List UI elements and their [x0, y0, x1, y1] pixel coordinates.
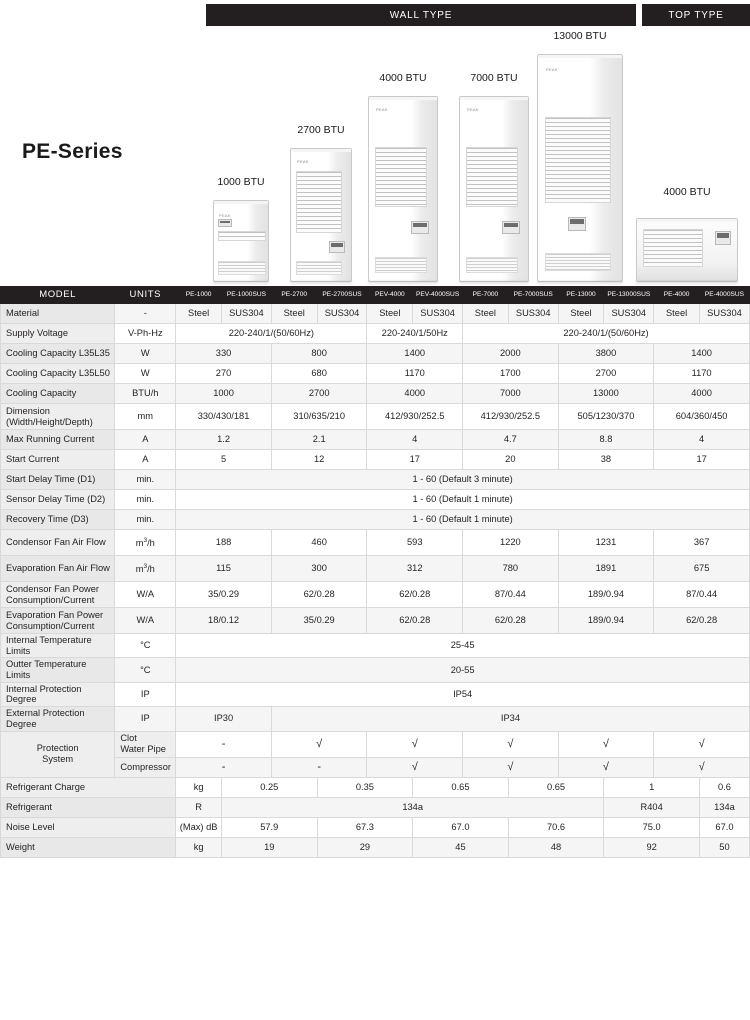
row-label: Outter Temperature Limits	[1, 658, 115, 682]
row-max-running-current	[1, 430, 750, 450]
row-unit: BTU/h	[115, 384, 176, 404]
row-label: Internal Protection Degree	[1, 682, 115, 706]
cell: √	[654, 757, 750, 777]
cell: √	[654, 731, 750, 757]
cell: 0.35	[317, 777, 413, 797]
cell: 189/0.94	[558, 608, 654, 634]
cell: 19	[221, 837, 317, 857]
base-shadow	[636, 281, 738, 284]
cell: 70.6	[508, 817, 604, 837]
row-unit: IP	[115, 707, 176, 731]
brand-logo: PEAK	[297, 159, 309, 164]
louver-grille	[545, 117, 611, 203]
unit-exponent: 3	[143, 562, 148, 570]
product-4000btu-wall	[361, 72, 445, 282]
row-unit: W/A	[115, 608, 176, 634]
cell-group-3: 220-240/1/(50/60Hz)	[463, 324, 750, 344]
row-unit: min.	[115, 510, 176, 530]
row-start-delay	[1, 470, 750, 490]
cell: 1400	[654, 344, 750, 364]
header-model-6: PE-7000	[463, 287, 509, 304]
cell: 134a	[699, 797, 749, 817]
cell: 87/0.44	[654, 582, 750, 608]
row-label: Sensor Delay Time (D2)	[1, 490, 115, 510]
row-label: Cooling Capacity	[1, 384, 115, 404]
cell: 312	[367, 556, 463, 582]
cell: 1 - 60 (Default 1 minute)	[176, 490, 750, 510]
protection-subrow-clot	[115, 731, 176, 757]
cell: Steel	[654, 304, 700, 324]
cell: 12	[271, 450, 367, 470]
louver-grille	[375, 147, 427, 207]
cell: 62/0.28	[463, 608, 559, 634]
display-screen	[504, 223, 518, 227]
brand-logo: PEAK	[376, 107, 388, 112]
cell: SUS304	[317, 304, 367, 324]
unit-base: m	[135, 537, 144, 548]
row-label: Max Running Current	[1, 430, 115, 450]
cell: 62/0.28	[367, 608, 463, 634]
cell: 2700	[271, 384, 367, 404]
cell: Steel	[558, 304, 604, 324]
row-label: Cooling Capacity L35L35	[1, 344, 115, 364]
cell: 38	[558, 450, 654, 470]
cell: 300	[271, 556, 367, 582]
cell: Steel	[271, 304, 317, 324]
cell: 1.2	[176, 430, 272, 450]
unit-tail: /h	[147, 537, 155, 548]
row-outter-temp	[1, 658, 750, 682]
cell: 4000	[654, 384, 750, 404]
product-caption: 4000 BTU	[663, 186, 711, 198]
cell: 67.0	[699, 817, 749, 837]
product-4000btu-top	[632, 186, 742, 282]
cell: 50	[699, 837, 749, 857]
row-condensor-air-flow	[1, 530, 750, 556]
control-panel	[568, 217, 586, 231]
cell: 17	[654, 450, 750, 470]
row-internal-temp	[1, 634, 750, 658]
row-protection-clot	[1, 731, 750, 757]
row-unit: W	[115, 344, 176, 364]
row-label: Start Current	[1, 450, 115, 470]
cell: 18/0.12	[176, 608, 272, 634]
row-unit: mm	[115, 404, 176, 430]
cell: 0.65	[413, 777, 509, 797]
cell: 2.1	[271, 430, 367, 450]
cell: Steel	[176, 304, 222, 324]
product-7000btu	[452, 72, 536, 282]
row-cooling-capacity	[1, 384, 750, 404]
row-label: Weight	[1, 837, 176, 857]
row-sensor-delay	[1, 490, 750, 510]
type-banner	[206, 4, 750, 26]
cell: 1400	[367, 344, 463, 364]
base-shadow	[213, 281, 269, 284]
cell: 188	[176, 530, 272, 556]
brand-logo: PEAK	[467, 107, 479, 112]
cell: 20	[463, 450, 559, 470]
row-unit: -	[115, 304, 176, 324]
cell: √	[367, 757, 463, 777]
cell: 8.8	[558, 430, 654, 450]
cell: 92	[604, 837, 700, 857]
cell: 45	[413, 837, 509, 857]
base-shadow	[368, 281, 438, 284]
cell: 75.0	[604, 817, 700, 837]
product-body	[459, 96, 529, 282]
cell: 29	[317, 837, 413, 857]
control-panel	[218, 219, 232, 227]
product-2700btu	[283, 124, 359, 282]
display-screen	[413, 223, 427, 227]
cell: SUS304	[508, 304, 558, 324]
product-caption: 2700 BTU	[297, 124, 345, 136]
cell: 4	[367, 430, 463, 450]
row-unit: A	[115, 450, 176, 470]
cell: 48	[508, 837, 604, 857]
cell: √	[367, 731, 463, 757]
row-unit: min.	[115, 470, 176, 490]
row-cooling-l35l50	[1, 364, 750, 384]
row-unit: A	[115, 430, 176, 450]
cell: 62/0.28	[367, 582, 463, 608]
row-unit: V-Ph-Hz	[115, 324, 176, 344]
row-label: Condensor Fan Air Flow	[1, 530, 115, 556]
base-shadow	[537, 281, 623, 284]
cell: 1891	[558, 556, 654, 582]
row-label: Supply Voltage	[1, 324, 115, 344]
cell: IP54	[176, 682, 750, 706]
page-title: PE-Series	[22, 140, 123, 163]
cell: 115	[176, 556, 272, 582]
row-label	[1, 608, 115, 634]
banner-wall-type: WALL TYPE	[206, 4, 636, 26]
header-model-3: PE-2700SUS	[317, 287, 367, 304]
cell: -	[176, 757, 272, 777]
product-body	[213, 200, 269, 282]
protection-system-label	[1, 731, 115, 777]
row-material	[1, 304, 750, 324]
row-noise-level	[1, 817, 750, 837]
cell: 800	[271, 344, 367, 364]
cell: 4.7	[463, 430, 559, 450]
cell: SUS304	[221, 304, 271, 324]
row-unit: IP	[115, 682, 176, 706]
cell: 680	[271, 364, 367, 384]
cell: SUS304	[699, 304, 749, 324]
cell: 57.9	[221, 817, 317, 837]
cell: 2700	[558, 364, 654, 384]
cell: 330	[176, 344, 272, 364]
cell: -	[271, 757, 367, 777]
cell: IP30	[176, 707, 272, 731]
row-label: Cooling Capacity L35L50	[1, 364, 115, 384]
cell: 1700	[463, 364, 559, 384]
unit-tail: /h	[147, 563, 155, 574]
cell: 1170	[654, 364, 750, 384]
row-label: Refrigerant Charge	[1, 777, 176, 797]
louver-grille	[643, 229, 703, 267]
header-units: UNITS	[115, 287, 176, 304]
cell: -	[176, 731, 272, 757]
cell: 0.25	[221, 777, 317, 797]
cell: 0.65	[508, 777, 604, 797]
row-unit: kg	[176, 777, 222, 797]
row-unit	[115, 556, 176, 582]
cell: 604/360/450	[654, 404, 750, 430]
row-evaporation-power	[1, 608, 750, 634]
row-unit: W/A	[115, 582, 176, 608]
row-label: External Protection Degree	[1, 707, 115, 731]
control-panel	[502, 221, 520, 234]
row-unit: min.	[115, 490, 176, 510]
header-model-9: PE-13000SUS	[604, 287, 654, 304]
row-unit	[115, 530, 176, 556]
brand-logo: PEAK	[219, 213, 231, 218]
row-cooling-l35l35	[1, 344, 750, 364]
cell: 1220	[463, 530, 559, 556]
row-condensor-power	[1, 582, 750, 608]
cell: Steel	[367, 304, 413, 324]
row-refrigerant	[1, 797, 750, 817]
row-unit: W	[115, 364, 176, 384]
row-label: Material	[1, 304, 115, 324]
cell: IP34	[271, 707, 749, 731]
row-label: Evaporation Fan Air Flow	[1, 556, 115, 582]
row-unit: R	[176, 797, 222, 817]
cell: 1 - 60 (Default 1 minute)	[176, 510, 750, 530]
display-screen	[220, 221, 230, 223]
cell: 2000	[463, 344, 559, 364]
cell: 4	[654, 430, 750, 450]
row-unit: °C	[115, 658, 176, 682]
header-model-0: PE-1000	[176, 287, 222, 304]
product-body	[537, 54, 623, 282]
brand-logo: PEAK	[546, 67, 558, 72]
cell: 1170	[367, 364, 463, 384]
row-label-line1: Evaporation Fan Power	[6, 609, 104, 620]
cell: 367	[654, 530, 750, 556]
header-model-7: PE-7000SUS	[508, 287, 558, 304]
cell: 13000	[558, 384, 654, 404]
row-label-line1: Dimension	[6, 405, 50, 416]
cell: 189/0.94	[558, 582, 654, 608]
row-label-line1: Condensor Fan Power	[6, 583, 100, 594]
product-body	[368, 96, 438, 282]
cell: Steel	[463, 304, 509, 324]
specification-table	[0, 286, 750, 858]
row-label	[1, 582, 115, 608]
cell: 505/1230/370	[558, 404, 654, 430]
row-external-protection	[1, 707, 750, 731]
cell: SUS304	[413, 304, 463, 324]
cell-group-1: 220-240/1/(50/60Hz)	[176, 324, 367, 344]
cell: √	[558, 757, 654, 777]
cell: SUS304	[604, 304, 654, 324]
row-unit: (Max) dB	[176, 817, 222, 837]
row-label-line2: (Width/Height/Depth)	[6, 416, 93, 427]
bottom-grille	[466, 257, 518, 273]
clot-line2: Water Pipe	[120, 744, 166, 754]
product-caption: 4000 BTU	[379, 72, 427, 84]
row-recovery-time	[1, 510, 750, 530]
louver-grille	[296, 171, 342, 233]
cell: 270	[176, 364, 272, 384]
header-model-10: PE-4000	[654, 287, 700, 304]
cell: 330/430/181	[176, 404, 272, 430]
bottom-grille	[375, 257, 427, 273]
cell: 62/0.28	[654, 608, 750, 634]
cell: 62/0.28	[271, 582, 367, 608]
display-screen	[570, 219, 584, 224]
louver-grille	[466, 147, 518, 207]
header-model-4: PEV-4000	[367, 287, 413, 304]
bottom-grille	[296, 261, 342, 275]
cell: 1231	[558, 530, 654, 556]
cell: 1	[604, 777, 700, 797]
header-model-1: PE-1000SUS	[221, 287, 271, 304]
row-label-line2: Consumption/Current	[6, 620, 95, 631]
row-evaporation-air-flow	[1, 556, 750, 582]
cell: √	[558, 731, 654, 757]
row-label: Recovery Time (D3)	[1, 510, 115, 530]
product-caption: 13000 BTU	[553, 30, 607, 42]
header-model-11: PE-4000SUS	[699, 287, 749, 304]
cell: 3800	[558, 344, 654, 364]
header-model-8: PE-13000	[558, 287, 604, 304]
cell: 780	[463, 556, 559, 582]
product-caption: 1000 BTU	[217, 176, 265, 188]
row-unit: kg	[176, 837, 222, 857]
row-label: Internal Temperature Limits	[1, 634, 115, 658]
header-model-2: PE-2700	[271, 287, 317, 304]
base-shadow	[459, 281, 529, 284]
row-label: Refrigerant	[1, 797, 176, 817]
cell: 675	[654, 556, 750, 582]
cell-group-2: 220-240/1/50Hz	[367, 324, 463, 344]
bottom-grille	[218, 261, 266, 275]
product-body	[636, 218, 738, 282]
cell: 87/0.44	[463, 582, 559, 608]
cell: √	[463, 731, 559, 757]
row-internal-protection	[1, 682, 750, 706]
control-panel	[329, 241, 345, 253]
product-body	[290, 148, 352, 282]
bottom-grille	[545, 253, 611, 271]
cell: 460	[271, 530, 367, 556]
cell: 134a	[221, 797, 603, 817]
row-label-line2: Consumption/Current	[6, 594, 95, 605]
protection-subrow-compressor: Compressor	[115, 757, 176, 777]
cell: 0.6	[699, 777, 749, 797]
display-screen	[717, 233, 729, 238]
product-1000btu	[206, 176, 276, 282]
cell: 5	[176, 450, 272, 470]
cell: √	[271, 731, 367, 757]
cell: 4000	[367, 384, 463, 404]
row-label	[1, 404, 115, 430]
protection-label-line1: Protection	[36, 743, 79, 754]
row-unit: °C	[115, 634, 176, 658]
cell: 412/930/252.5	[367, 404, 463, 430]
cell: 35/0.29	[176, 582, 272, 608]
cell: √	[463, 757, 559, 777]
cell: 35/0.29	[271, 608, 367, 634]
row-weight	[1, 837, 750, 857]
cell: 310/635/210	[271, 404, 367, 430]
product-caption: 7000 BTU	[470, 72, 518, 84]
table-header-row	[1, 287, 750, 304]
control-panel	[411, 221, 429, 234]
cell: 593	[367, 530, 463, 556]
cell: 25-45	[176, 634, 750, 658]
row-label: Noise Level	[1, 817, 176, 837]
cell: 1 - 60 (Default 3 minute)	[176, 470, 750, 490]
unit-base: m	[135, 563, 144, 574]
row-refrigerant-charge	[1, 777, 750, 797]
clot-line1: Clot	[120, 733, 137, 744]
row-start-current	[1, 450, 750, 470]
control-panel	[715, 231, 731, 245]
cell: 67.3	[317, 817, 413, 837]
cell: 20-55	[176, 658, 750, 682]
cell: 17	[367, 450, 463, 470]
cell: 67.0	[413, 817, 509, 837]
row-supply-voltage	[1, 324, 750, 344]
cell: 1000	[176, 384, 272, 404]
protection-label-line2: System	[42, 754, 74, 764]
louver-grille	[218, 231, 266, 241]
display-screen	[331, 243, 343, 247]
cell: 7000	[463, 384, 559, 404]
banner-top-type: TOP TYPE	[642, 4, 750, 26]
cell: 412/930/252.5	[463, 404, 559, 430]
row-label: Start Delay Time (D1)	[1, 470, 115, 490]
header-model: MODEL	[1, 287, 115, 304]
base-shadow	[290, 281, 352, 284]
cell: R404	[604, 797, 700, 817]
unit-exponent: 3	[143, 536, 148, 544]
header-model-5: PEV-4000SUS	[413, 287, 463, 304]
row-dimension	[1, 404, 750, 430]
product-13000btu	[530, 30, 630, 282]
